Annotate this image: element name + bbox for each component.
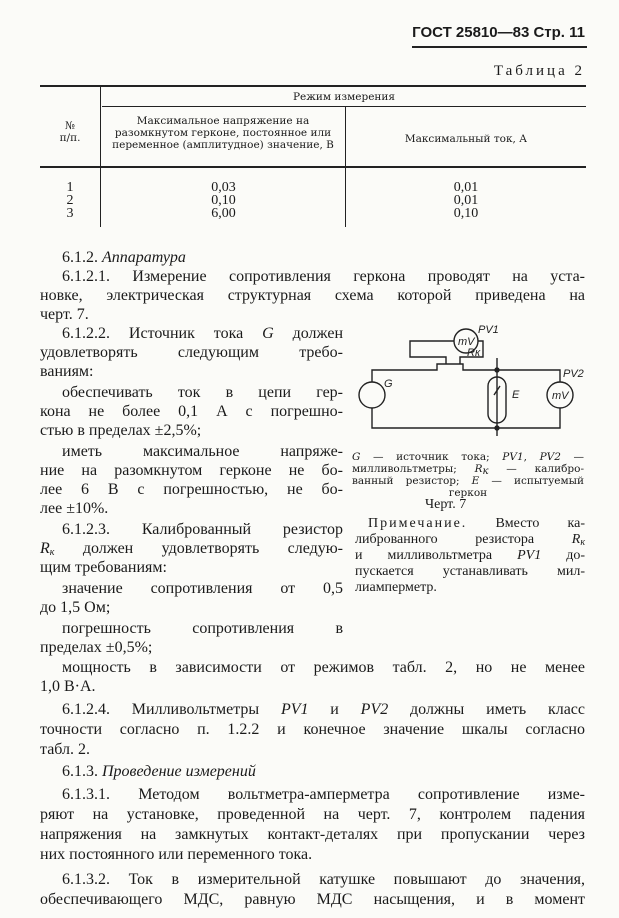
g-label: G: [384, 378, 393, 390]
text-line: новке, электрическая структурная схема которой приведена на: [40, 287, 585, 304]
symbol: PV1: [502, 451, 524, 463]
figure-title: Черт. 7: [425, 497, 467, 512]
node-dot: [495, 368, 499, 372]
text-line: обеспечивать ток в цепи гер-: [62, 384, 343, 401]
text-line: 6.1.3.1. Методом вольтметра-амперметра сопротивление изме-: [62, 786, 585, 803]
heading-title: Аппаратура: [102, 249, 186, 266]
table-cell-voltage: 0,03: [211, 180, 236, 195]
figure-caption-line: милливольтметры; $R_к$ — калибро-: [352, 463, 584, 477]
note-label: Примечание.: [368, 516, 468, 531]
text-line: обеспечивающего МДС, равную МДС насыщения, и в момент: [40, 891, 585, 908]
heading-title: Проведение измерений: [102, 763, 256, 780]
pv1-meter-label: mV: [458, 336, 475, 348]
col-header-no-line: п/п.: [59, 132, 81, 144]
symbol: $R_к$: [571, 532, 585, 548]
figure-caption-line: ванный резистор; E — испытуемый: [352, 475, 584, 487]
text-line: лее ±10%.: [40, 500, 109, 517]
col-header-no-line: №: [65, 120, 75, 132]
text-line: 6.1.2.3. Калиброванный резистор: [62, 521, 343, 538]
text-line: стью в пределах ±2,5%;: [40, 422, 202, 439]
text-line: ваниям:: [40, 363, 94, 380]
table-cell-no: 2: [66, 193, 74, 208]
wires: [372, 341, 560, 436]
figure-note-line: Примечание. Вместо ка-: [368, 516, 585, 531]
text-line: удовлетворять следующим требо-: [40, 344, 343, 361]
text-line: черт. 7.: [40, 306, 89, 323]
text-line: мощность в зависимости от режимов табл. 2, но не менее: [62, 659, 585, 676]
section-heading: 6.1.3. Проведение измерений: [62, 763, 256, 780]
node-dot: [495, 426, 499, 430]
symbol: E: [471, 475, 480, 487]
text-line: лее 6 В с погрешностью, не бо-: [40, 481, 343, 498]
symbol: PV2: [360, 701, 389, 718]
section-heading: 6.1.2. Аппаратура: [62, 249, 186, 266]
symbol: G: [262, 325, 274, 342]
figure-caption-line: G — источник тока; PV1, PV2 —: [352, 451, 584, 463]
table-cell-voltage: 6,00: [211, 206, 236, 221]
table-cell-voltage: 0,10: [211, 193, 236, 208]
text-line: ние на разомкнутом герконе не бо-: [40, 462, 343, 479]
symbol: $R_к$: [474, 463, 489, 477]
text-line: 6.1.2.1. Измерение сопротивления геркона проводят на уста-: [62, 268, 585, 285]
text-line: табл. 2.: [40, 741, 91, 758]
col-header-voltage: Максимальное напряжение на разомкнутом герконе, постоянное или переменное (амплитудное) значение, В: [112, 115, 334, 151]
symbol: PV2: [539, 451, 561, 463]
group-header: Режим измерения: [292, 91, 396, 103]
table-cell-current: 0,10: [453, 206, 479, 221]
figure-note-line: пускается устанавливать мил-: [355, 564, 585, 579]
text-line: до 1,5 Ом;: [40, 599, 111, 616]
text-line: напряжения на замкнутых контакт-деталях при пропускании через: [40, 826, 585, 843]
pv2-meter-label: mV: [552, 390, 569, 402]
text-line: 1,0 В·А.: [40, 678, 96, 695]
col-header-current: Максимальный ток, А: [404, 133, 528, 145]
figure-note-line: либрованного резистора $R_к$: [355, 532, 585, 548]
text-line: них постоянного или переменного тока.: [40, 846, 313, 863]
page-header: ГОСТ 25810—83 Стр. 11: [412, 24, 585, 41]
figure-caption-line: геркон: [448, 487, 488, 499]
text-line: 6.1.2.2. Источник тока G должен: [62, 325, 343, 342]
symbol: G: [352, 451, 361, 463]
figure-note-line: лиамперметр.: [355, 580, 437, 595]
text-line: точности согласно п. 1.2.2 и конечное значение шкалы согласно: [40, 721, 585, 738]
table-cell-no: 3: [66, 206, 74, 221]
current-source-g-icon: [359, 382, 385, 408]
text-line: кона не более 0,1 А с погрешно-: [40, 403, 343, 420]
figure-note-line: и милливольтметра PV1 до-: [355, 548, 585, 563]
text-line: 6.1.3.2. Ток в измерительной катушке повышают до значения,: [62, 871, 585, 888]
table-cell-no: 1: [66, 180, 74, 195]
symbol: $R_к$: [40, 540, 55, 558]
text-line: иметь максимальное напряже-: [62, 443, 343, 460]
text-line: $R_к$ должен удовлетворять следую-: [40, 540, 343, 558]
text-line: щим требованиям:: [40, 559, 167, 576]
text-line: значение сопротивления от 0,5: [62, 580, 343, 597]
table-title: Таблица 2: [493, 63, 585, 79]
symbol: PV1: [280, 701, 309, 718]
pv1-label: PV1: [478, 324, 499, 336]
e-label: E: [512, 389, 520, 401]
text-line: пределах ±0,5%;: [40, 639, 153, 656]
text-line: погрешность сопротивления в: [62, 620, 343, 637]
rk-label: Rк: [467, 347, 481, 359]
table-cell-current: 0,01: [453, 180, 479, 195]
pv2-label: PV2: [563, 368, 584, 380]
table-cell-current: 0,01: [453, 193, 479, 208]
text-line: 6.1.2.4. Милливольтметры PV1 и PV2 должны иметь класс: [62, 701, 586, 718]
symbol: PV1: [517, 548, 542, 563]
text-line: ряют на установке, проведенной на черт. 7, контролем падения: [40, 806, 585, 823]
